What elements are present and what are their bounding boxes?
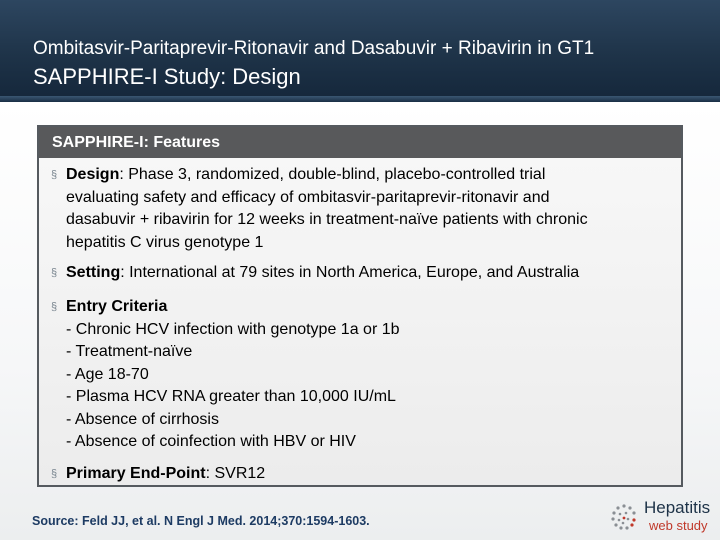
criteria-item: - Treatment-naïve [66,343,193,360]
bullet-text: evaluating safety and efficacy of ombitasvir-paritaprevir-ritonavir and [66,188,550,206]
hepatitis-web-study-logo [608,498,712,534]
logo-word-web-study: web study [649,518,708,533]
slide-title-line1: Ombitasvir-Paritaprevir-Ritonavir and Dasabuvir + Ribavirin in GT1 [33,38,595,59]
bullet-text: : Phase 3, randomized, double-blind, placebo-controlled trial [119,166,546,183]
panel-body [39,158,681,485]
bullet-text: dasabuvir + ribavirin for 12 weeks in treatment-naïve patients with chronic [66,211,588,228]
bullet-label: Entry Criteria [66,298,168,315]
criteria-item: - Absence of cirrhosis [66,410,219,428]
criteria-item: - Chronic HCV infection with genotype 1a or 1b [66,320,400,338]
bullet-primary-endpoint [51,463,265,486]
logo-word-hepatitis: Hepatitis [644,498,711,517]
bullet-marker: § [51,169,58,181]
bullet-setting [51,262,579,285]
bullet-entry-criteria [51,296,400,454]
bullet-label: Primary End-Point [66,465,206,482]
bullet-text: : International at 79 sites in North America, Europe, and Australia [120,264,580,281]
criteria-item: - Absence of coinfection with HBV or HIV [66,433,356,450]
criteria-item: - Age 18-70 [66,365,149,383]
bullet-marker: § [51,468,58,480]
features-panel [37,125,683,487]
source-citation: Source: Feld JJ, et al. N Engl J Med. 2014;370:1594-1603. [32,514,370,528]
bullet-marker: § [51,267,58,279]
hepatitis-logo-icon [608,502,640,532]
bullet-marker: § [51,301,58,313]
bullet-design [51,164,588,254]
bullet-text: hepatitis C virus genotype 1 [66,233,264,251]
slide-title-line2: SAPPHIRE-I Study: Design [33,64,301,89]
criteria-item: - Plasma HCV RNA greater than 10,000 IU/mL [66,388,396,405]
bullet-label: Setting [66,264,121,281]
bullet-label: Design [66,166,120,183]
bullet-text: : SVR12 [205,465,266,482]
panel-heading: SAPPHIRE-I: Features [39,127,681,158]
slide-header [0,0,720,102]
